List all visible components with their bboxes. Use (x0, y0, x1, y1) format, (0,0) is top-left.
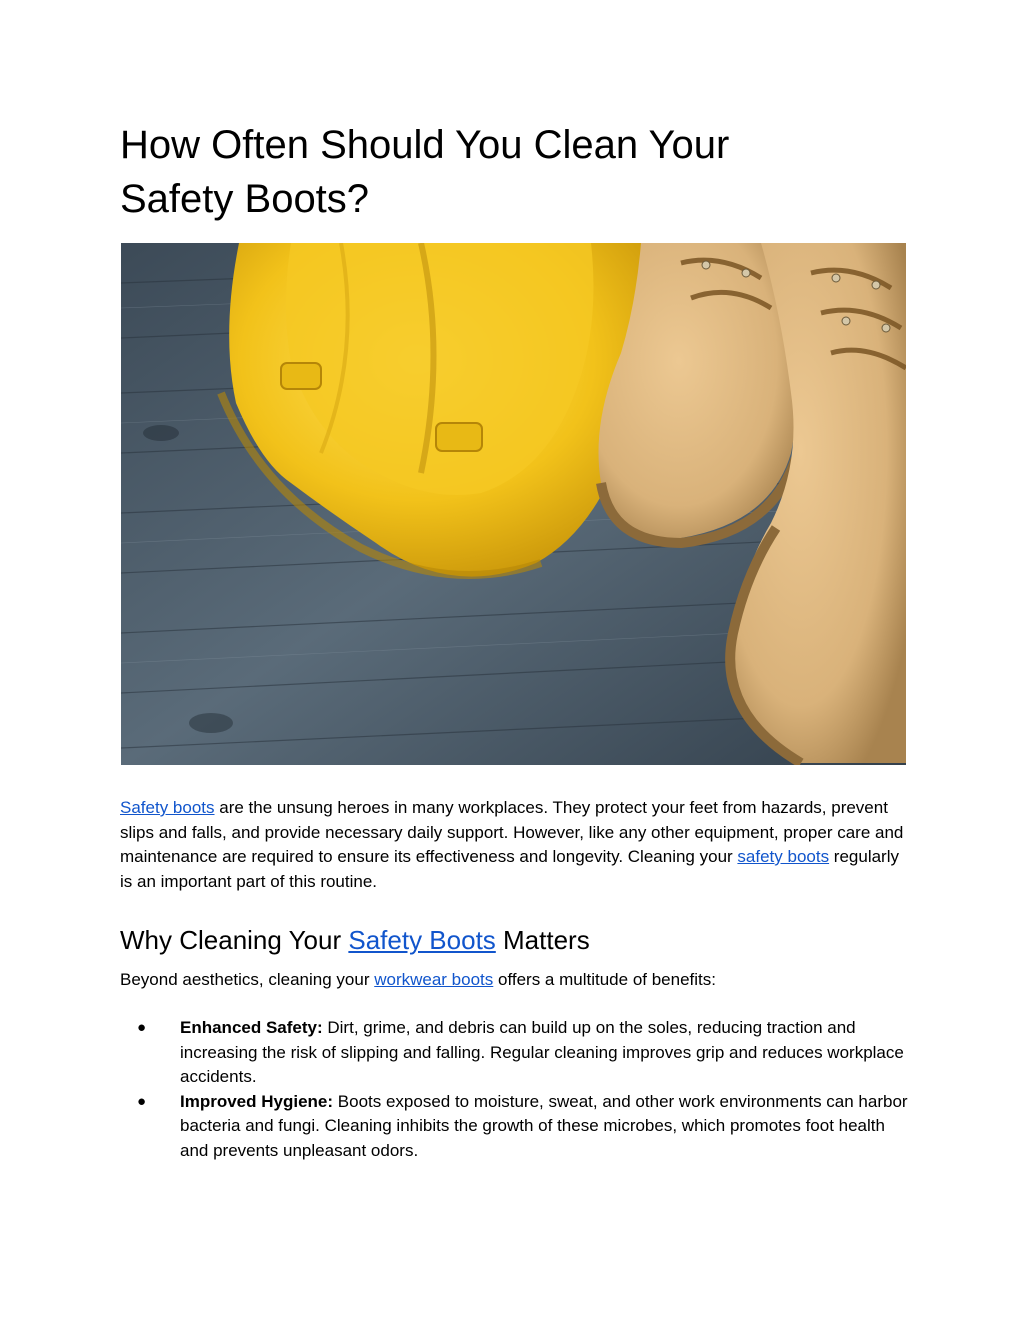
intro-text-2: regularly is an important part of this routine. (120, 847, 899, 891)
list-item (120, 1090, 910, 1164)
list-item-text: Dirt, grime, and debris can build up on the soles, reducing traction and increasing the risk of slipping and falling. Regular cleaning improves grip and reduces workplace accidents. (180, 1018, 904, 1086)
list-item-text: Boots exposed to moisture, sweat, and other work environments can harbor bacteria and fungi. Cleaning inhibits the growth of these microbes, which promotes foot health and prevents unpleasant odors. (180, 1091, 908, 1160)
list-item-label: Enhanced Safety: (180, 1018, 323, 1037)
document-title (120, 118, 910, 226)
hero-image (121, 243, 906, 765)
section-heading-link[interactable]: Safety Boots (348, 925, 496, 955)
safety-boots-link-2[interactable]: safety boots (737, 847, 830, 866)
section-lead (120, 968, 910, 993)
lead-text-pre: Beyond aesthetics, cleaning your (120, 970, 375, 989)
intro-text-1: are the unsung heroes in many workplaces. They protect your feet from hazards, prevent slips and falls, and provide necessary daily support. However, like any other equipment, proper care and maintenance are required to ensure its effectiveness and longevity. Cleaning your (120, 798, 904, 866)
bullet-icon: ● (137, 1019, 147, 1036)
list-item-label: Improved Hygiene: (180, 1091, 334, 1111)
workwear-boots-link[interactable]: workwear boots (374, 970, 494, 989)
section-heading-post: Matters (495, 925, 590, 955)
safety-boots-link[interactable]: Safety boots (120, 798, 215, 817)
title-line-2: Safety Boots? (120, 177, 370, 221)
section-heading (120, 922, 590, 958)
title-line-1: How Often Should You Clean Your (120, 123, 730, 167)
section-heading-pre: Why Cleaning Your (120, 925, 349, 955)
lead-text-post: offers a multitude of benefits: (493, 970, 716, 989)
benefits-list (120, 1016, 910, 1163)
list-item (120, 1016, 910, 1090)
bullet-icon: ● (137, 1092, 147, 1110)
intro-paragraph (120, 796, 910, 894)
